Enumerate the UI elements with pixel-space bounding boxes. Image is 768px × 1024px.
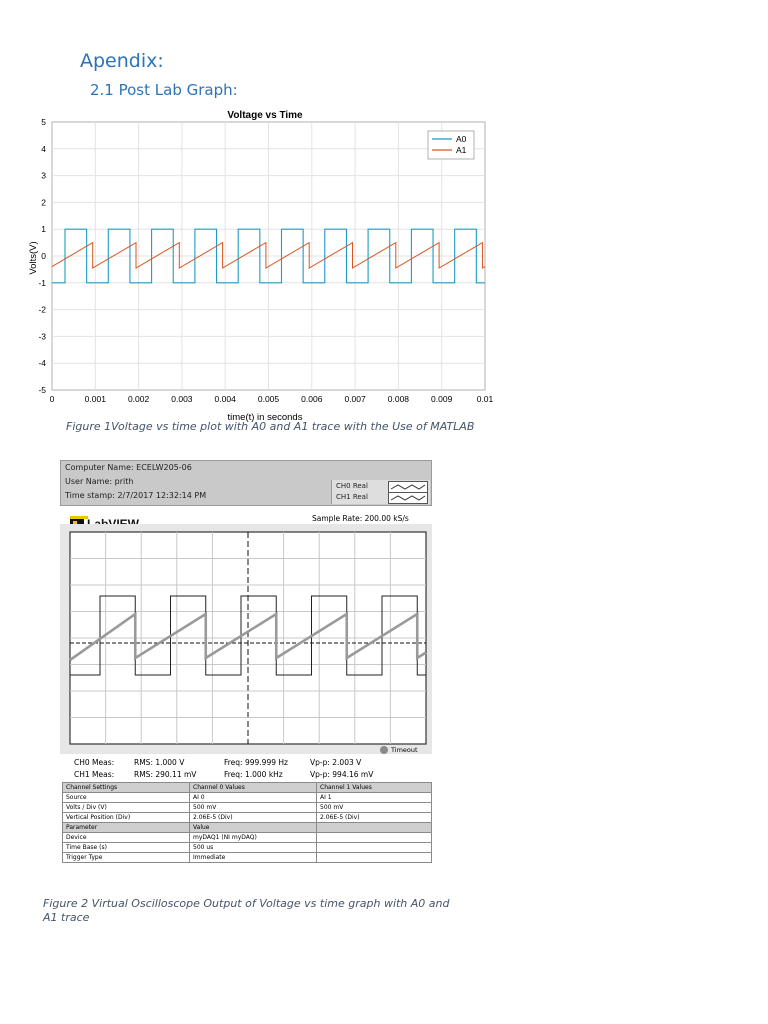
table-cell: 2.06E-5 (Div) bbox=[317, 813, 432, 823]
ch0-vpp: Vp-p: 2.003 V bbox=[310, 758, 362, 767]
table-cell bbox=[317, 843, 432, 853]
x-tick-label: 0.002 bbox=[127, 394, 150, 404]
table-cell: Source bbox=[63, 793, 190, 803]
table-header-cell: Channel Settings bbox=[63, 783, 190, 793]
table-cell: Immediate bbox=[190, 853, 317, 863]
labview-oscilloscope-panel bbox=[60, 460, 432, 860]
ch1-legend-swatch bbox=[388, 492, 428, 504]
y-tick-label: -2 bbox=[38, 304, 46, 315]
table-header-cell: Channel 0 Values bbox=[190, 783, 317, 793]
matlab-voltage-chart bbox=[0, 100, 500, 425]
table-cell bbox=[317, 833, 432, 843]
table-cell: AI 0 bbox=[190, 793, 317, 803]
scope-display bbox=[60, 524, 432, 754]
table-header-cell: Channel 1 Values bbox=[317, 783, 432, 793]
table-row bbox=[63, 803, 432, 813]
ch0-rms: RMS: 1.000 V bbox=[134, 758, 185, 767]
x-tick-label: 0 bbox=[49, 394, 55, 404]
table-header-row bbox=[63, 783, 432, 793]
chart-title: Voltage vs Time bbox=[227, 110, 303, 121]
table-cell: Trigger Type bbox=[63, 853, 190, 863]
y-tick-label: 2 bbox=[41, 197, 46, 208]
y-tick-label: -3 bbox=[38, 331, 46, 342]
appendix-heading: Apendix: bbox=[80, 50, 164, 72]
y-tick-label: 1 bbox=[41, 224, 46, 235]
table-header-cell: Parameter bbox=[63, 823, 190, 833]
figure-2-caption: Figure 2 Virtual Oscilloscope Output of Voltage vs time graph with A0 and A1 trace bbox=[43, 897, 450, 924]
ch0-freq: Freq: 999.999 Hz bbox=[224, 758, 288, 767]
ch0-meas-label: CH0 Meas: bbox=[74, 758, 115, 767]
ch1-meas-label: CH1 Meas: bbox=[74, 770, 115, 779]
table-cell: 500 mV bbox=[317, 803, 432, 813]
table-cell: Vertical Position (Div) bbox=[63, 813, 190, 823]
table-cell: AI 1 bbox=[317, 793, 432, 803]
y-tick-label: 4 bbox=[41, 143, 46, 154]
timeout-led-icon bbox=[380, 746, 388, 754]
x-tick-label: 0.009 bbox=[431, 394, 453, 404]
x-tick-label: 0.007 bbox=[344, 394, 366, 404]
table-row bbox=[63, 843, 432, 853]
y-tick-label: -4 bbox=[38, 358, 46, 369]
table-cell: 500 us bbox=[190, 843, 317, 853]
y-tick-label: 0 bbox=[41, 251, 46, 261]
ch1-freq: Freq: 1.000 kHz bbox=[224, 770, 283, 779]
x-axis-label: time(t) in seconds bbox=[227, 412, 303, 423]
table-row bbox=[63, 793, 432, 803]
table-row bbox=[63, 833, 432, 843]
x-tick-label: 0.004 bbox=[214, 394, 236, 404]
timeout-label: Timeout bbox=[391, 746, 418, 754]
x-tick-label: 0.003 bbox=[171, 394, 193, 404]
channel-settings-table bbox=[62, 782, 432, 863]
table-header-cell: Value bbox=[190, 823, 317, 833]
x-tick-label: 0.001 bbox=[84, 394, 106, 404]
table-cell: Time Base (s) bbox=[63, 843, 190, 853]
legend-label: A0 bbox=[456, 134, 467, 144]
time-stamp: Time stamp: 2/7/2017 12:32:14 PM bbox=[65, 491, 207, 500]
table-cell: 2.06E-5 (Div) bbox=[190, 813, 317, 823]
table-row bbox=[63, 813, 432, 823]
ch1-rms: RMS: 290.11 mV bbox=[134, 770, 197, 779]
user-name: User Name: prith bbox=[65, 477, 134, 486]
computer-name: Computer Name: ECELW205-06 bbox=[65, 463, 192, 472]
y-tick-label: 5 bbox=[41, 117, 46, 127]
table-header-cell bbox=[317, 823, 432, 833]
y-tick-label: -1 bbox=[38, 277, 46, 288]
labview-header bbox=[60, 460, 432, 506]
x-tick-label: 0.008 bbox=[387, 394, 410, 404]
table-cell: myDAQ1 (NI myDAQ) bbox=[190, 833, 317, 843]
legend-label: A1 bbox=[456, 145, 467, 155]
ch1-legend-label: CH1 Real bbox=[336, 493, 368, 501]
table-cell: Volts / Div (V) bbox=[63, 803, 190, 813]
table-cell: Device bbox=[63, 833, 190, 843]
timeout-indicator bbox=[380, 746, 418, 754]
x-tick-label: 0.005 bbox=[257, 394, 280, 404]
y-tick-label: -5 bbox=[38, 385, 46, 395]
y-tick-label: 3 bbox=[41, 170, 46, 181]
post-lab-graph-subheading: 2.1 Post Lab Graph: bbox=[90, 81, 238, 99]
parameter-header-row bbox=[63, 823, 432, 833]
ch1-vpp: Vp-p: 994.16 mV bbox=[310, 770, 374, 779]
table-row bbox=[63, 853, 432, 863]
chart-legend bbox=[428, 131, 474, 159]
sample-rate: Sample Rate: 200.00 kS/s bbox=[312, 514, 409, 523]
y-axis-label: Volts(V) bbox=[28, 241, 39, 275]
table-cell bbox=[317, 853, 432, 863]
x-tick-label: 0.006 bbox=[301, 394, 323, 404]
figure-1-caption: Figure 1Voltage vs time plot with A0 and A1 trace with the Use of MATLAB bbox=[66, 420, 475, 433]
table-cell: 500 mV bbox=[190, 803, 317, 813]
x-tick-label: 0.01 bbox=[476, 394, 494, 404]
ch0-legend-label: CH0 Real bbox=[336, 482, 368, 490]
